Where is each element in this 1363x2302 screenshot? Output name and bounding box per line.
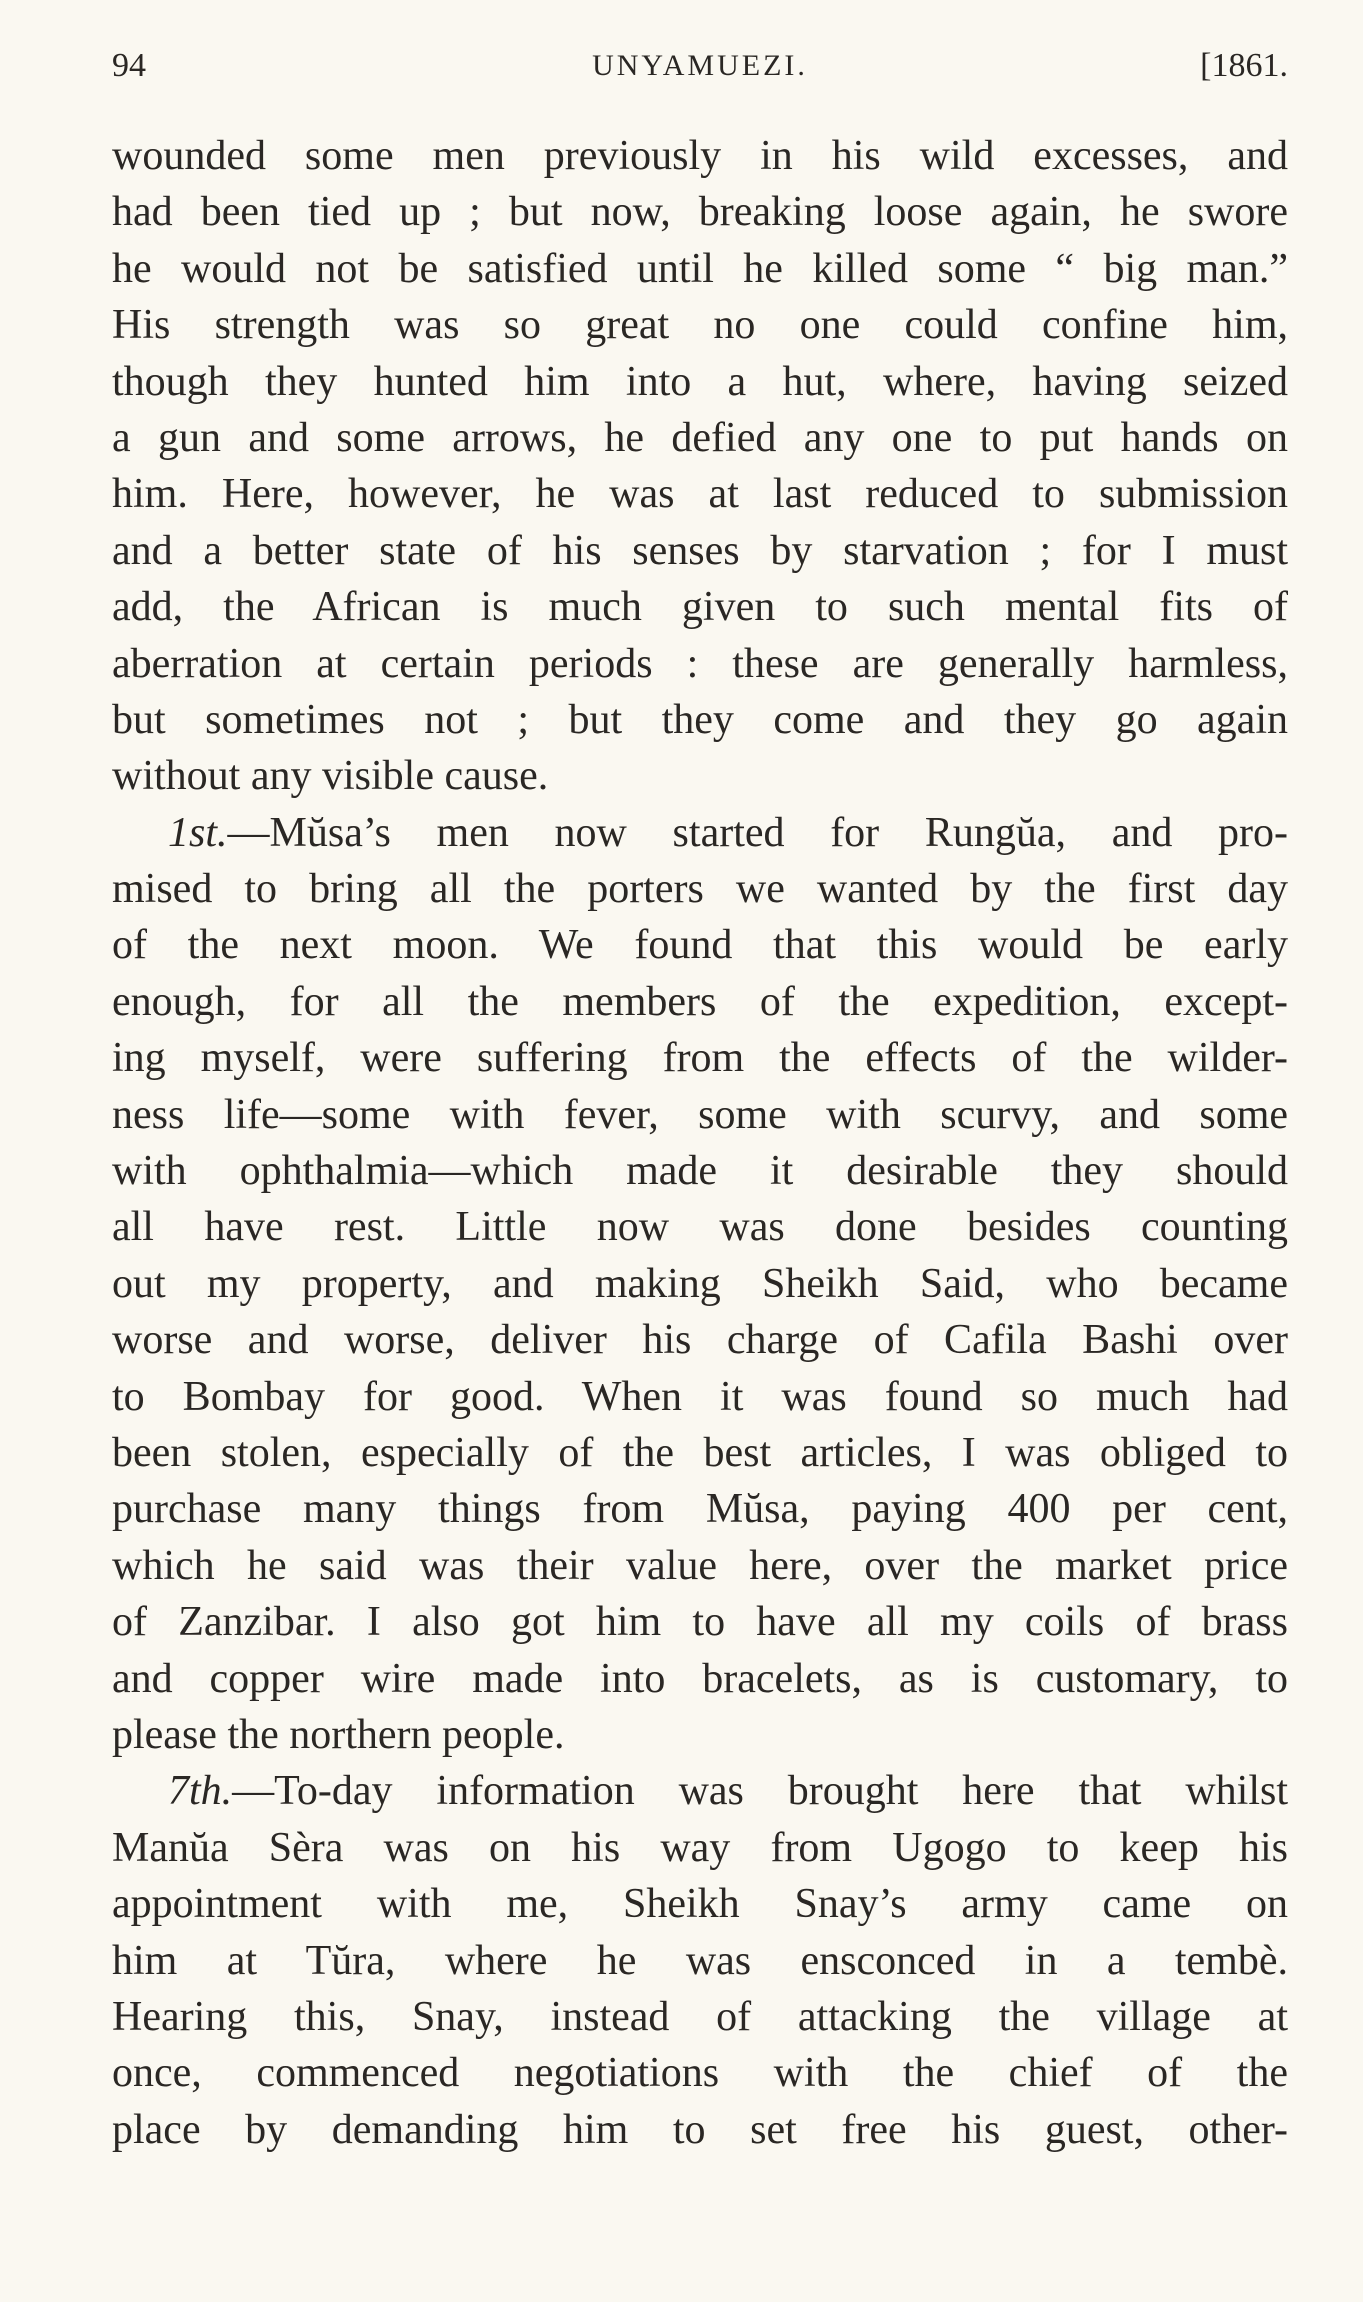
- text-line: [112, 1199, 1288, 1255]
- body-text: [112, 128, 1288, 2158]
- text-line: [112, 1820, 1288, 1876]
- line-text: wounded some men previously in his wild excesses, and: [112, 133, 1288, 179]
- line-text: had been tied up ; but now, breaking loose again, he swore: [112, 189, 1288, 236]
- text-line: [112, 2102, 1288, 2158]
- line-text: been stolen, especially of the best articles, I was obliged to: [112, 1429, 1288, 1476]
- text-line: [112, 241, 1288, 297]
- text-line: [112, 974, 1288, 1030]
- text-line: [112, 692, 1288, 748]
- text-line: [112, 861, 1288, 917]
- line-text: ness life—some with fever, some with scurvy, and some: [112, 1091, 1288, 1138]
- text-line: [112, 1876, 1288, 1932]
- line-text: out my property, and making Sheikh Said, who became: [112, 1260, 1288, 1307]
- line-text: —To-day information was brought here that whilst: [232, 1768, 1288, 1815]
- line-text: with ophthalmia—which made it desirable they should: [112, 1148, 1288, 1195]
- text-line: [112, 636, 1288, 692]
- text-line: [112, 1538, 1288, 1594]
- line-text: Manŭa Sèra was on his way from Ugogo to keep his: [112, 1824, 1288, 1871]
- text-line: [112, 297, 1288, 353]
- line-text: a gun and some arrows, he defied any one to put hands on: [112, 414, 1288, 461]
- text-line: [112, 1481, 1288, 1537]
- line-text: worse and worse, deliver his charge of Cafila Bashi over: [112, 1317, 1288, 1364]
- line-text: but sometimes not ; but they come and they go again: [112, 696, 1288, 743]
- line-text: without any visible cause.: [112, 753, 549, 800]
- line-text: please the northern people.: [112, 1711, 565, 1758]
- line-text: mised to bring all the porters we wanted by the first day: [112, 866, 1288, 913]
- line-text: and copper wire made into bracelets, as is customary, to: [112, 1655, 1288, 1702]
- text-line: [112, 354, 1288, 410]
- text-line: [112, 1425, 1288, 1481]
- running-head: [112, 46, 1288, 86]
- page-number: 94: [112, 47, 146, 84]
- text-line: [112, 1651, 1288, 1707]
- text-line: [112, 184, 1288, 240]
- line-text: of the next moon. We found that this would be early: [112, 922, 1288, 969]
- line-text: and a better state of his senses by starvation ; for I must: [112, 527, 1288, 574]
- text-line: [112, 128, 1288, 184]
- line-text: Hearing this, Snay, instead of attacking the village at: [112, 1993, 1288, 2040]
- entry-date: 1st.: [168, 809, 228, 856]
- text-line: [112, 1707, 1288, 1763]
- text-line: [112, 748, 1288, 804]
- running-title: UNYAMUEZI.: [592, 49, 808, 82]
- text-line: [112, 805, 1288, 861]
- line-text: of Zanzibar. I also got him to have all my coils of brass: [112, 1599, 1288, 1646]
- text-line: [112, 579, 1288, 635]
- line-text: to Bombay for good. When it was found so much had: [112, 1373, 1288, 1420]
- text-line: [112, 1989, 1288, 2045]
- text-line: [112, 410, 1288, 466]
- line-text: which he said was their value here, over the market price: [112, 1542, 1288, 1589]
- line-text: once, commenced negotiations with the chief of the: [112, 2050, 1288, 2097]
- line-text: His strength was so great no one could confine him,: [112, 302, 1288, 349]
- line-text: appointment with me, Sheikh Snay’s army came on: [112, 1881, 1288, 1928]
- line-text: ing myself, were suffering from the effects of the wilder-: [112, 1035, 1288, 1082]
- line-text: aberration at certain periods : these are generally harmless,: [112, 640, 1288, 687]
- text-line: [112, 1933, 1288, 1989]
- text-line: [112, 1256, 1288, 1312]
- text-line: [112, 1763, 1288, 1819]
- text-line: [112, 1143, 1288, 1199]
- text-line: [112, 917, 1288, 973]
- text-line: [112, 1030, 1288, 1086]
- text-line: [112, 1594, 1288, 1650]
- text-line: [112, 1369, 1288, 1425]
- line-text: though they hunted him into a hut, where, having seized: [112, 358, 1288, 405]
- line-text: he would not be satisfied until he killed some “ big man.”: [112, 245, 1288, 292]
- text-line: [112, 2045, 1288, 2101]
- text-line: [112, 1312, 1288, 1368]
- line-text: place by demanding him to set free his guest, other-: [112, 2106, 1288, 2153]
- text-line: [112, 466, 1288, 522]
- line-text: him. Here, however, he was at last reduced to submission: [112, 471, 1288, 518]
- line-text: add, the African is much given to such mental fits of: [112, 584, 1288, 631]
- line-text: all have rest. Little now was done besides counting: [112, 1204, 1288, 1251]
- text-line: [112, 1087, 1288, 1143]
- line-text: enough, for all the members of the expedition, except-: [112, 978, 1288, 1025]
- line-text: purchase many things from Mŭsa, paying 400 per cent,: [112, 1486, 1288, 1533]
- running-year: [1861.: [1200, 47, 1288, 84]
- entry-date: 7th.: [168, 1768, 233, 1815]
- text-line: [112, 523, 1288, 579]
- line-text: —Mŭsa’s men now started for Rungŭa, and pro-: [227, 809, 1288, 856]
- line-text: him at Tŭra, where he was ensconced in a tembè.: [112, 1937, 1288, 1984]
